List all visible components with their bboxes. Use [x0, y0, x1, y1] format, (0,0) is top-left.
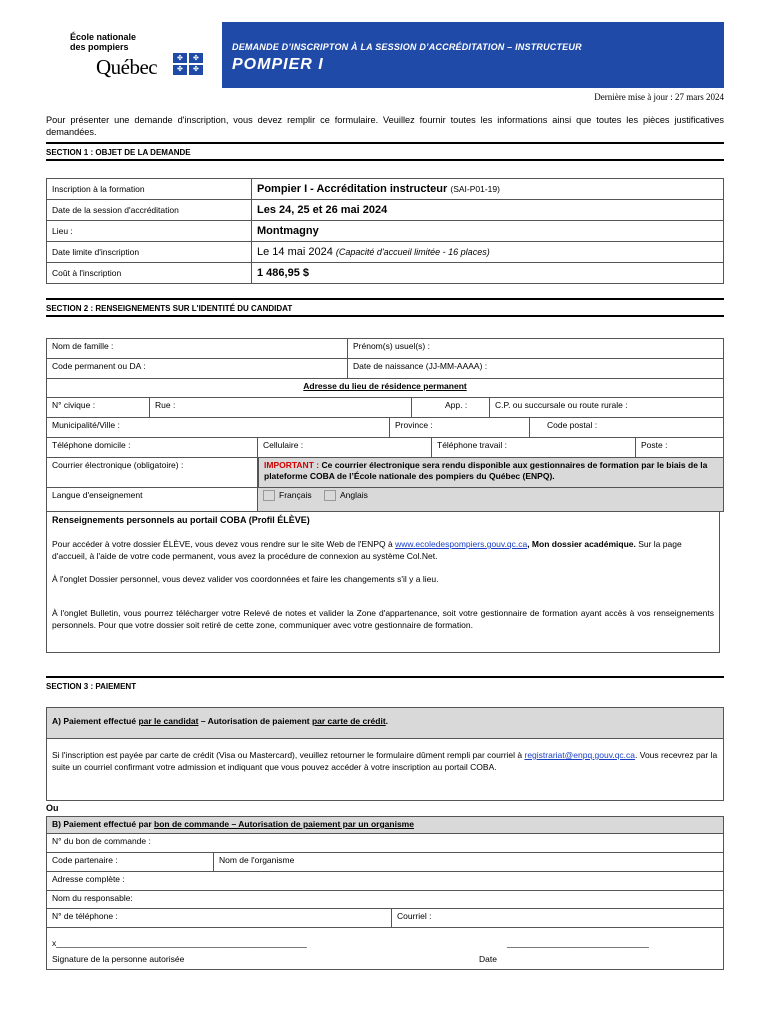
responsible-name-field[interactable]: Nom du responsable: [46, 890, 724, 908]
french-label: Français [279, 490, 312, 500]
organization-name-field[interactable]: Nom de l'organisme [214, 852, 724, 871]
row-value: Pompier I - Accréditation instructeur (SAI-P01-19) [252, 179, 724, 200]
street-field[interactable]: Rue : [150, 397, 412, 417]
coba-title: Renseignements personnels au portail COBA (Profil ÉLÈVE) [52, 515, 310, 525]
address-heading: Adresse du lieu de résidence permanent [46, 378, 724, 397]
row-label: Inscription à la formation [47, 179, 252, 200]
row-label: Date de la session d'accréditation [47, 200, 252, 221]
row-value: Les 24, 25 et 26 mai 2024 [252, 200, 724, 221]
language-label: Langue d'enseignement [46, 487, 258, 512]
quebec-flag-icon: ✤ ✤ ✤ ✤ [173, 53, 203, 75]
email-important-note: IMPORTANT : Ce courrier électronique sera rendu disponible aux gestionnaires de formation par le biais de la plateforme COBA de l’École nationale des pompiers du Québec (ENPQ). [258, 457, 724, 487]
section-2-title: SECTION 2 : RENSEIGNEMENTS SUR L'IDENTITÉ DU CANDIDAT [46, 304, 724, 317]
partner-code-field[interactable]: Code partenaire : [46, 852, 214, 871]
last-name-field[interactable]: Nom de famille : [46, 338, 348, 358]
payment-a-heading: A) Paiement effectué par le candidat – Autorisation de paiement par carte de crédit. [46, 707, 724, 738]
section-1-title: SECTION 1 : OBJET DE LA DEMANDE [46, 148, 724, 161]
row-value: Le 14 mai 2024 (Capacité d'accueil limitée - 16 places) [252, 242, 724, 263]
logo-school-name [70, 32, 136, 52]
table-row [47, 242, 724, 263]
coba-paragraph-1: Pour accéder à votre dossier ÉLÈVE, vous devez vous rendre sur le site Web de l'ENPQ à www.ecoledespompiers.gouv.qc.ca, Mon dossier académique. Sur la page d'accueil, à l'aide de votre code permanent, vous avez la procédure de connexion au système Col.Net. [52, 539, 682, 561]
signature-area [46, 927, 724, 970]
email-field[interactable]: Courrier électronique (obligatoire) : [46, 457, 258, 487]
signature-line[interactable]: x_____________________________________________________ [52, 938, 307, 948]
table-row [47, 221, 724, 242]
row-value: 1 486,95 $ [252, 263, 724, 284]
po-box-field[interactable]: C.P. ou succursale ou route rurale : [490, 397, 724, 417]
apartment-field[interactable]: App. : [412, 397, 490, 417]
org-phone-field[interactable]: N° de téléphone : [46, 908, 392, 927]
table-row [47, 179, 724, 200]
row-label: Lieu : [47, 221, 252, 242]
postal-code-field[interactable]: Code postal : [530, 417, 724, 437]
or-separator: Ou [46, 803, 59, 813]
payment-a-text: Si l'inscription est payée par carte de crédit (Visa ou Mastercard), veuillez retourner le formulaire dûment rempli par courriel à registrariat@enpq.gouv.qc.ca. Vous recevrez par la suite un courriel confirmant votre admission et indiquant que vous pouvez accéder à votre inscription au portail COBA. [46, 738, 724, 801]
form-subtitle: DEMANDE D’INSCRIPTON À LA SESSION D’ACCRÉDITATION – INSTRUCTEUR [232, 42, 582, 52]
coba-info-box [46, 512, 720, 653]
work-phone-field[interactable]: Téléphone travail : [432, 437, 636, 457]
date-line[interactable]: ______________________________ [507, 938, 649, 948]
full-address-field[interactable]: Adresse complète : [46, 871, 724, 890]
permanent-code-field[interactable]: Code permanent ou DA : [46, 358, 348, 378]
payment-b-heading: B) Paiement effectué par bon de commande – Autorisation de paiement par un organisme [46, 816, 724, 833]
cell-phone-field[interactable]: Cellulaire : [258, 437, 432, 457]
section-3-title: SECTION 3 : PAIEMENT [46, 682, 724, 693]
city-field[interactable]: Municipalité/Ville : [46, 417, 390, 437]
logo-quebec: Québec [96, 55, 158, 79]
row-label: Coût à l'inscription [47, 263, 252, 284]
birth-date-field[interactable]: Date de naissance (JJ-MM-AAAA) : [348, 358, 724, 378]
date-label: Date [479, 954, 497, 964]
first-name-field[interactable]: Prénom(s) usuel(s) : [348, 338, 724, 358]
section-1-table [46, 178, 724, 284]
province-field[interactable]: Province : [390, 417, 530, 437]
signature-label: Signature de la personne autorisée [52, 954, 185, 964]
purchase-order-field[interactable]: N° du bon de commande : [46, 833, 724, 852]
home-phone-field[interactable]: Téléphone domicile : [46, 437, 258, 457]
extension-field[interactable]: Poste : [636, 437, 724, 457]
form-title: POMPIER I [232, 56, 324, 73]
table-row [47, 263, 724, 284]
org-email-field[interactable]: Courriel : [392, 908, 724, 927]
registrariat-email-link[interactable]: registrariat@enpq.gouv.qc.ca [524, 750, 636, 760]
coba-paragraph-2: À l'onglet Dossier personnel, vous devez valider vos coordonnées et faire les changements s'il y a lieu. [52, 574, 439, 584]
civic-number-field[interactable]: N° civique : [46, 397, 150, 417]
french-checkbox[interactable] [263, 490, 275, 501]
row-label: Date limite d'inscription [47, 242, 252, 263]
row-value: Montmagny [252, 221, 724, 242]
enpq-website-link[interactable]: www.ecoledespompiers.gouv.qc.ca [395, 539, 528, 549]
coba-paragraph-3: À l'onglet Bulletin, vous pourrez télécharger votre Relevé de notes et valider la Zone d'appartenance, soit votre gestionnaire de formation ayant accès à vos renseignements personnels. Pour que votre dossier soit retiré de cette zone, communiquer avec votre gestionnaire de formation. [52, 608, 714, 630]
english-label: Anglais [339, 490, 368, 500]
table-row [47, 200, 724, 221]
intro-text: Pour présenter une demande d'inscription, vous devez remplir ce formulaire. Veuillez fournir toutes les informations ainsi que toutes les pièces justificatives demandées. [46, 115, 724, 137]
language-options [258, 487, 724, 512]
logo-line-2: des pompiers [70, 42, 129, 52]
last-updated: Dernière mise à jour : 27 mars 2024 [594, 92, 724, 102]
logo-line-1: École nationale [70, 32, 137, 42]
header-band [222, 22, 724, 88]
english-checkbox[interactable] [324, 490, 336, 501]
